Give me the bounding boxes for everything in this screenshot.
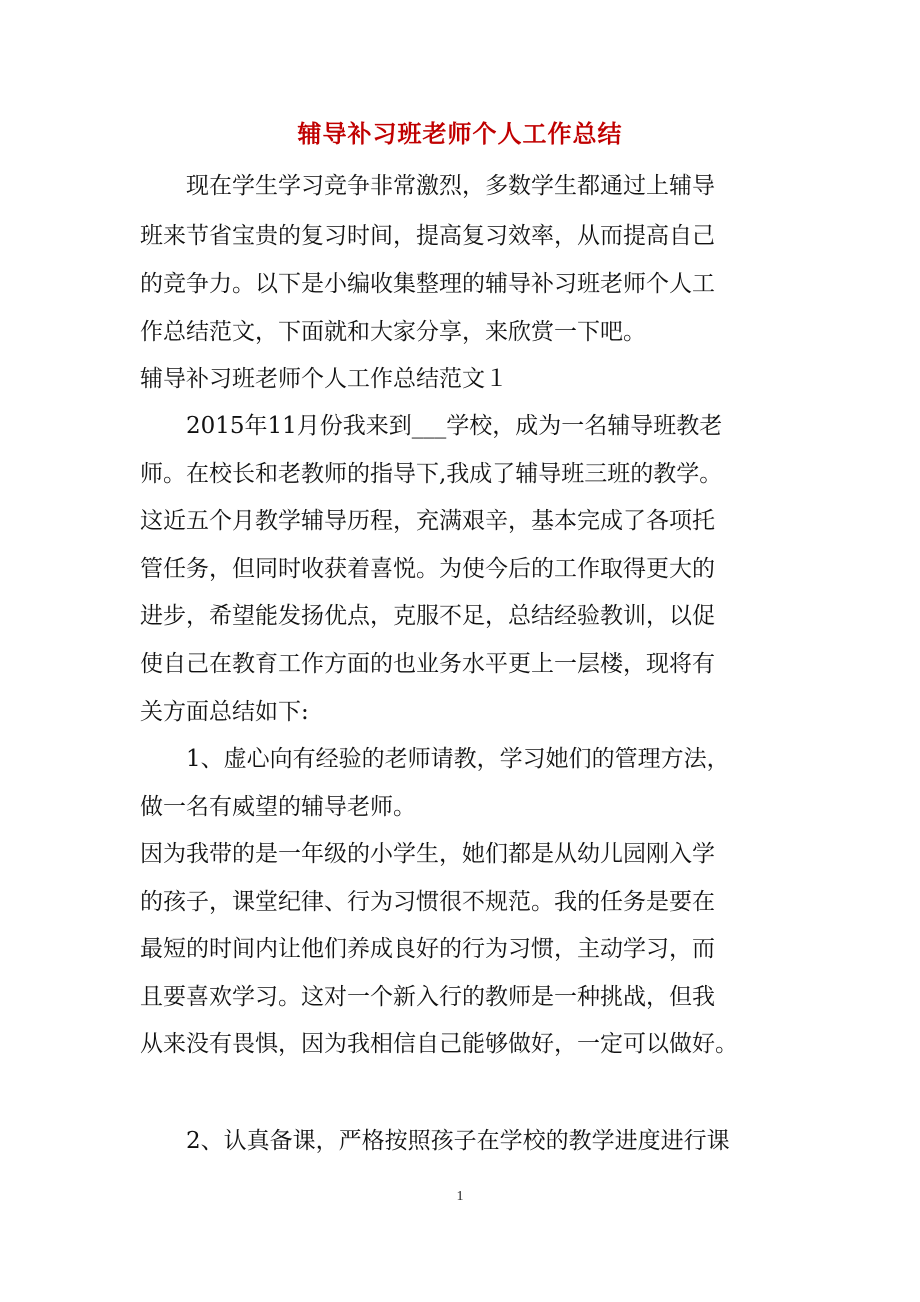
paragraph-line: 最短的时间内让他们养成良好的行为习惯，主动学习，而	[140, 936, 715, 962]
paragraph-line: 的孩子，课堂纪律、行为习惯很不规范。我的任务是要在	[140, 889, 715, 915]
page-number: 1	[456, 1189, 464, 1204]
paragraph-line: 1、虚心向有经验的老师请教，学习她们的管理方法，	[186, 746, 730, 772]
paragraph-line: 班来节省宝贵的复习时间，提高复习效率，从而提高自己	[140, 223, 715, 249]
paragraph-line: 管任务，但同时收获着喜悦。为使今后的工作取得更大的	[140, 556, 715, 582]
section-heading: 辅导补习班老师个人工作总结范文１	[140, 366, 508, 392]
paragraph-line: 关方面总结如下:	[140, 699, 309, 725]
paragraph-line: 的竞争力。以下是小编收集整理的辅导补习班老师个人工	[140, 271, 715, 297]
paragraph-line: 从来没有畏惧，因为我相信自己能够做好，一定可以做好。	[140, 1031, 738, 1057]
paragraph-line: 且要喜欢学习。这对一个新入行的教师是一种挑战，但我	[140, 984, 715, 1010]
paragraph-line: 师。在校长和老教师的指导下,我成了辅导班三班的教学。	[140, 461, 723, 487]
paragraph-line: 作总结范文，下面就和大家分享，来欣赏一下吧。	[140, 319, 646, 345]
paragraph-line: 现在学生学习竞争非常激烈，多数学生都通过上辅导	[186, 173, 715, 199]
paragraph-line: 这近五个月教学辅导历程，充满艰辛，基本完成了各项托	[140, 508, 715, 534]
paragraph-line: 因为我带的是一年级的小学生，她们都是从幼儿园刚入学	[140, 841, 715, 867]
document-title: 辅导补习班老师个人工作总结	[297, 119, 623, 148]
paragraph-line: 做一名有威望的辅导老师。	[140, 794, 416, 820]
paragraph-line: 进步，希望能发扬优点，克服不足，总结经验教训，以促	[140, 603, 715, 629]
paragraph-line: 2、认真备课，严格按照孩子在学校的教学进度进行课	[186, 1128, 730, 1154]
paragraph-line: 2015年11月份我来到___学校，成为一名辅导班教老	[186, 413, 723, 439]
paragraph-line: 使自己在教育工作方面的也业务水平更上一层楼，现将有	[140, 651, 715, 677]
